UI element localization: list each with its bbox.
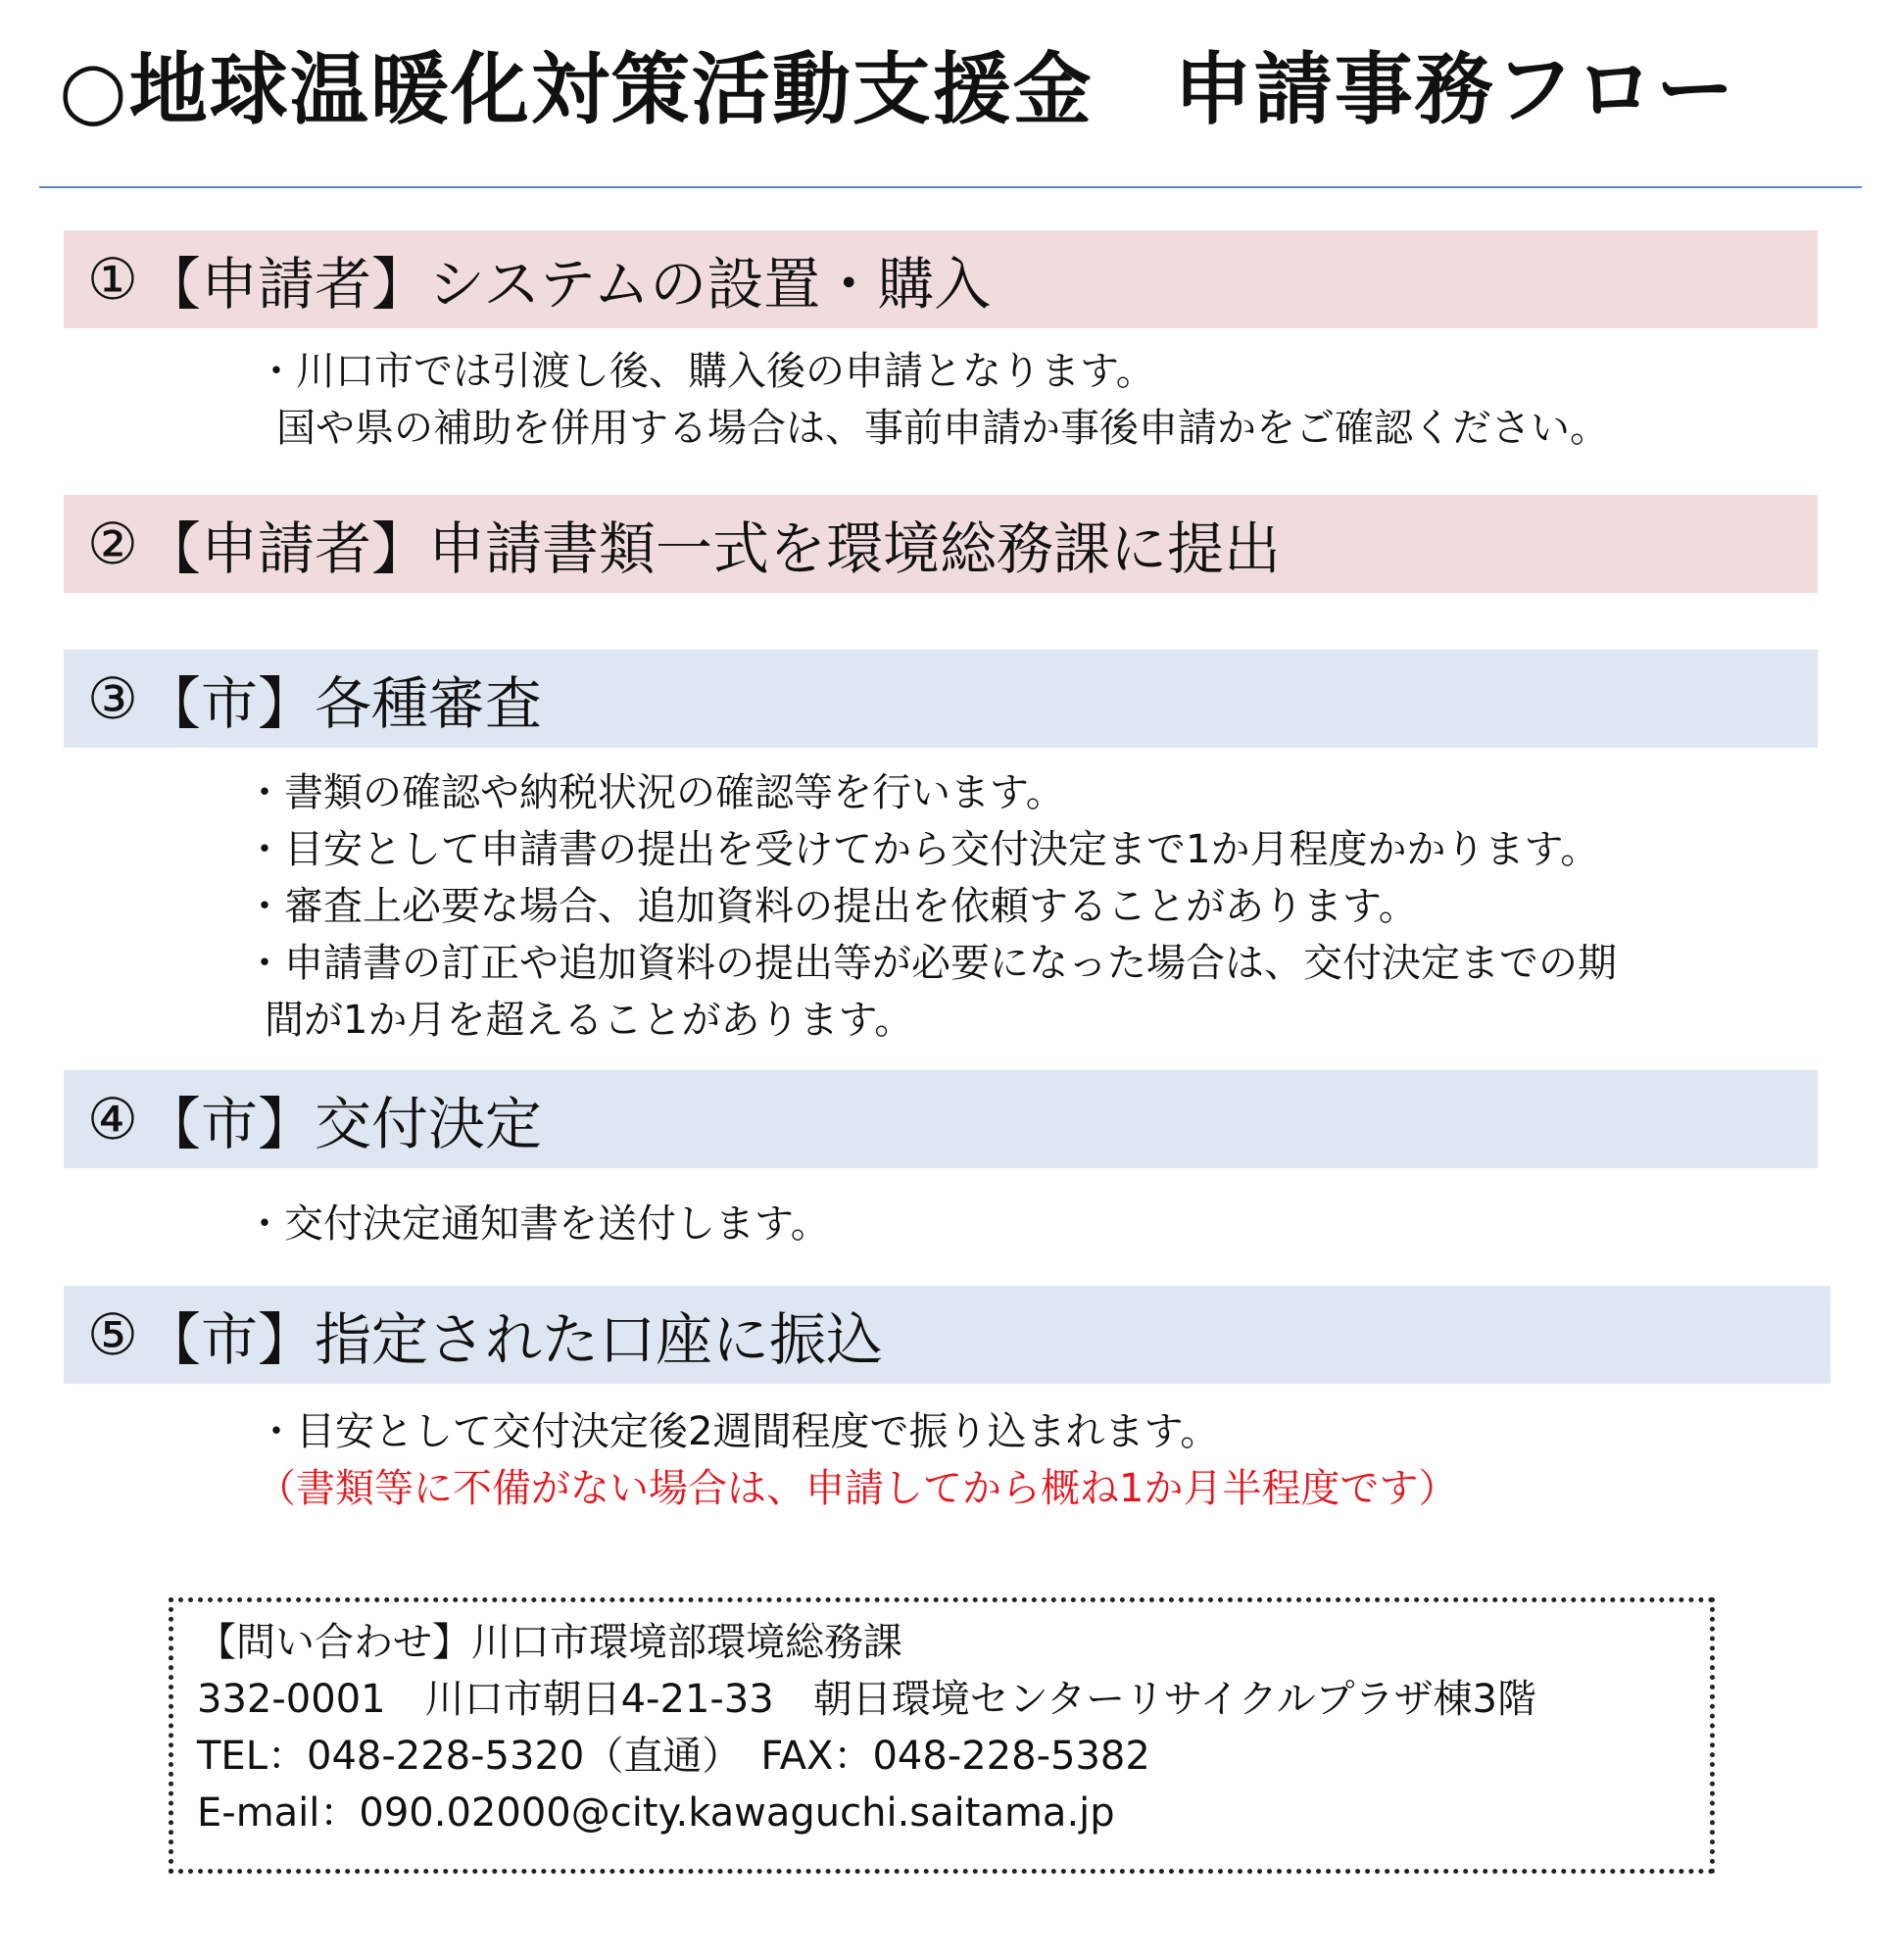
- step-4-label: 【市】交付決定: [144, 1091, 543, 1157]
- step-2-number: ②: [87, 511, 138, 577]
- step-3-label: 【市】各種審査: [144, 670, 543, 737]
- step-1-note-1: ・川口市では引渡し後、購入後の申請となります。: [257, 349, 1155, 394]
- step-5-note-1: ・目安として交付決定後2週間程度で振り込まれます。: [257, 1409, 1220, 1454]
- title-divider: [39, 186, 1862, 188]
- step-3-note-3: ・審査上必要な場合、追加資料の提出を依頼することがあります。: [245, 884, 1418, 929]
- contact-heading: 【問い合わせ】川口市環境部環境総務課: [197, 1620, 902, 1665]
- step-2-label: 【申請者】申請書類一式を環境総務課に提出: [144, 515, 1282, 582]
- contact-email: E-mail：090.02000@city.kawaguchi.saitama.jp: [197, 1790, 1115, 1836]
- contact-address: 332-0001 川口市朝日4-21-33 朝日環境センターリサイクルプラザ棟3階: [197, 1677, 1536, 1722]
- step-4-number: ④: [87, 1086, 138, 1152]
- contact-phone: TEL：048-228-5320（直通） FAX：048-228-5382: [197, 1734, 1150, 1779]
- step-3-notes: [245, 764, 1617, 1049]
- step-5-number: ⑤: [87, 1301, 138, 1368]
- step-1-notes: [257, 343, 1609, 457]
- contact-box: [169, 1597, 1715, 1874]
- step-4-header: [64, 1070, 1818, 1168]
- step-3-note-1: ・書類の確認や納税状況の確認等を行います。: [245, 770, 1065, 815]
- step-5-notes: [257, 1403, 1457, 1517]
- step-5-note-2: （書類等に不備がない場合は、申請してから概ね1か月半程度です）: [257, 1466, 1458, 1511]
- step-2-header: [64, 495, 1818, 593]
- step-3-number: ③: [87, 665, 138, 732]
- step-3-note-5: 間が1か月を超えることがあります。: [265, 998, 914, 1043]
- step-4-notes: [245, 1196, 830, 1252]
- step-1-header: [64, 230, 1818, 328]
- step-3-header: [64, 650, 1818, 748]
- page-title: ○地球温暖化対策活動支援金 申請事務フロー: [59, 44, 1736, 135]
- step-4-note-1: ・交付決定通知書を送付します。: [245, 1201, 830, 1247]
- step-1-note-2: 国や県の補助を併用する場合は、事前申請か事後申請かをご確認ください。: [276, 406, 1609, 451]
- step-3-note-4: ・申請書の訂正や追加資料の提出等が必要になった場合は、交付決定までの期: [245, 941, 1617, 986]
- step-1-label: 【申請者】システムの設置・購入: [144, 251, 992, 318]
- step-5-label: 【市】指定された口座に振込: [144, 1306, 884, 1373]
- step-5-header: [64, 1286, 1830, 1384]
- step-1-number: ①: [87, 246, 138, 313]
- step-3-note-2: ・目安として申請書の提出を受けてから交付決定まで1か月程度かかります。: [245, 827, 1600, 872]
